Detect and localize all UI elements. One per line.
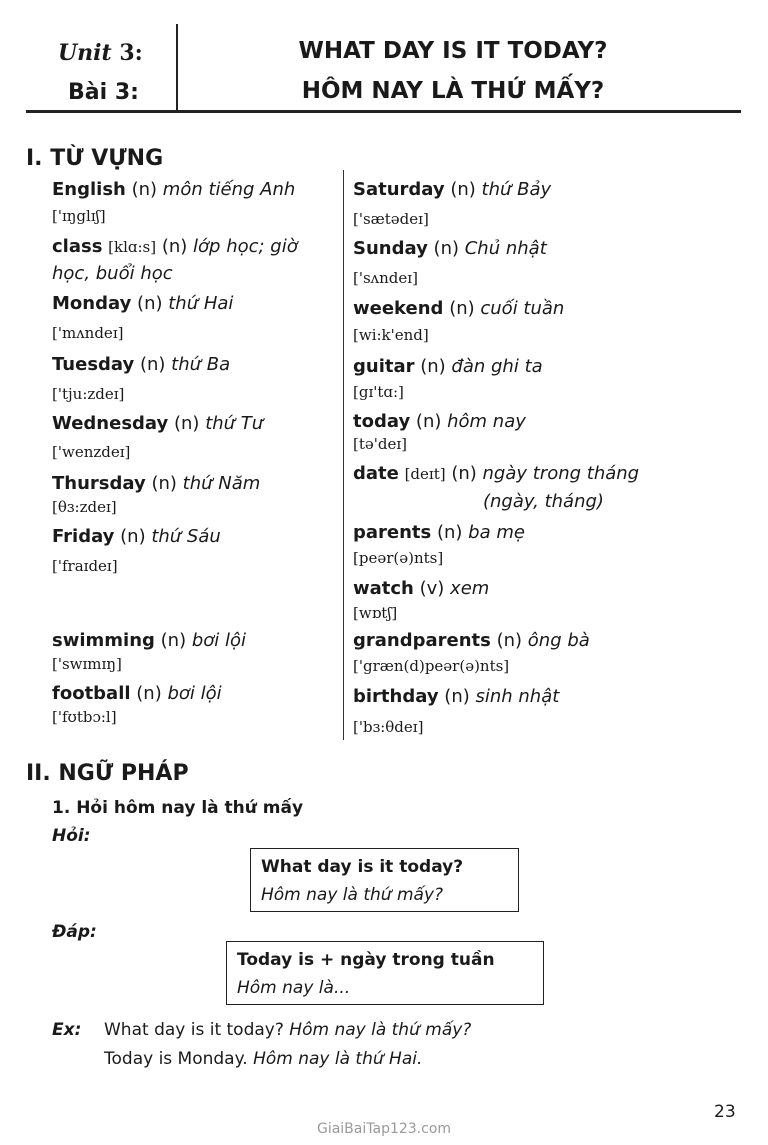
vocab-word: Tuesday [52, 354, 135, 375]
vocab-meaning: xem [450, 578, 490, 599]
column-divider [343, 170, 344, 740]
vocab-pos: (n) [415, 411, 442, 432]
vocab-ipa: ['wenzdeɪ] [52, 443, 131, 461]
question-box [250, 848, 519, 912]
vocab-pos: (n) [160, 630, 187, 651]
vocab-entry [353, 686, 559, 707]
vocab-meaning: học, buổi học [52, 263, 173, 284]
vocab-meaning: thứ Hai [168, 293, 234, 314]
vocab-meaning: bơi lội [167, 683, 222, 704]
vocab-ipa: ['mʌndeɪ] [52, 324, 124, 342]
vocab-ipa: [tə'deɪ] [353, 435, 408, 453]
vocab-pos: (n) [161, 236, 188, 257]
grammar-subheading: 1. Hỏi hôm nay là thứ mấy [52, 798, 304, 818]
unit-label [58, 40, 143, 66]
vocab-ipa: [deɪt] [404, 465, 446, 483]
vocab-entry [52, 354, 230, 375]
vocab-word: English [52, 179, 126, 200]
vocab-entry [353, 411, 526, 432]
vocab-meaning: thứ Bảy [481, 179, 552, 200]
example-label: Ex: [52, 1020, 82, 1040]
vocab-meaning: ông bà [527, 630, 590, 651]
vocab-meaning: môn tiếng Anh [162, 179, 296, 200]
vocab-pos: (n) [137, 293, 163, 314]
vocab-meaning: thứ Sáu [151, 526, 221, 547]
vocab-meaning: ba mẹ [468, 522, 525, 543]
page-number: 23 [714, 1102, 736, 1122]
vocab-pos: (n) [131, 179, 158, 200]
title-vietnamese: HÔM NAY LÀ THỨ MẤY? [301, 78, 605, 104]
vocab-word: Sunday [353, 238, 428, 259]
vocab-ipa: ['swɪmɪŋ] [52, 655, 122, 673]
vocab-pos: (n) [433, 238, 459, 259]
header-rule [26, 110, 741, 113]
vocab-meaning: đàn ghi ta [451, 356, 543, 377]
vocab-entry [52, 630, 246, 651]
vocab-ipa: [wi:k'end] [353, 326, 429, 344]
vocab-word: birthday [353, 686, 439, 707]
vocab-entry [52, 413, 263, 434]
vocab-meaning: (ngày, tháng) [483, 491, 604, 512]
answer-vietnamese: Hôm nay là... [237, 978, 351, 998]
vocab-pos: (n) [151, 473, 177, 494]
lesson-label: Bài 3: [68, 80, 139, 105]
unit-word: Unit [58, 40, 112, 66]
vocab-pos: (n) [496, 630, 523, 651]
vocab-entry [353, 238, 547, 259]
answer-formula: Today is + ngày trong tuần [237, 950, 495, 970]
vocab-entry [52, 683, 222, 704]
vocab-meaning: cuối tuần [480, 298, 565, 319]
vocab-word: Wednesday [52, 413, 169, 434]
vocab-word: weekend [353, 298, 444, 319]
vocab-pos: (n) [120, 526, 146, 547]
vocab-ipa: [wɒtʃ] [353, 604, 398, 622]
vocab-pos: (n) [420, 356, 446, 377]
example-line-2 [104, 1049, 422, 1069]
vocab-meaning-cont [52, 263, 173, 284]
vocab-entry [353, 356, 543, 377]
vocab-word: class [52, 236, 103, 257]
vocab-meaning: lớp học; giờ [193, 236, 298, 257]
question-vietnamese: Hôm nay là thứ mấy? [261, 885, 444, 905]
vocab-word: watch [353, 578, 414, 599]
vocab-word: Monday [52, 293, 132, 314]
example-vietnamese: Hôm nay là thứ mấy? [289, 1020, 472, 1040]
vocab-ipa: ['fraɪdeɪ] [52, 557, 118, 575]
example-line-1 [104, 1020, 471, 1040]
question-english: What day is it today? [261, 857, 464, 877]
vocab-word: guitar [353, 356, 415, 377]
vocab-meaning-cont [483, 491, 604, 512]
vocab-ipa: ['sætədeɪ] [353, 210, 429, 228]
example-english: Today is Monday. [104, 1049, 248, 1069]
vocab-ipa: [klɑ:s] [108, 238, 157, 256]
vocab-entry [52, 526, 221, 547]
vocab-ipa: [gɪ'tɑ:] [353, 383, 404, 401]
vocab-ipa: ['bɜ:θdeɪ] [353, 718, 424, 736]
title-english: WHAT DAY IS IT TODAY? [298, 38, 608, 64]
vocab-pos: (n) [174, 413, 200, 434]
vocab-pos: (n) [450, 179, 476, 200]
vocab-pos: (n) [451, 463, 477, 484]
vocab-pos: (n) [444, 686, 470, 707]
vocab-meaning: thứ Năm [182, 473, 261, 494]
vocab-word: Friday [52, 526, 115, 547]
vocab-meaning: ngày trong tháng [482, 463, 640, 484]
vocab-ipa: ['fʊtbɔ:l] [52, 708, 117, 726]
vocab-meaning: hôm nay [447, 411, 526, 432]
vocab-entry [353, 298, 564, 319]
vocab-meaning: thứ Tư [205, 413, 264, 434]
vocab-heading: I. TỪ VỰNG [26, 146, 164, 171]
vocab-meaning: thứ Ba [171, 354, 231, 375]
vocab-entry [52, 179, 295, 200]
vocab-entry [353, 463, 639, 484]
ask-label: Hỏi: [52, 826, 91, 846]
vocab-ipa: [peər(ə)nts] [353, 549, 444, 567]
grammar-heading: II. NGỮ PHÁP [26, 761, 189, 786]
vocab-meaning: bơi lội [191, 630, 247, 651]
vocab-word: grandparents [353, 630, 491, 651]
watermark: GiaiBaiTap123.com [316, 1121, 452, 1137]
vocab-pos: (v) [419, 578, 445, 599]
vocab-entry [353, 522, 525, 543]
vocab-entry [52, 473, 260, 494]
vocab-word: football [52, 683, 131, 704]
example-english: What day is it today? [104, 1020, 284, 1040]
answer-box [226, 941, 544, 1005]
vocab-pos: (n) [436, 522, 463, 543]
vocab-word: date [353, 463, 399, 484]
vocab-entry [52, 293, 233, 314]
vocab-ipa: ['sʌndeɪ] [353, 269, 418, 287]
vocab-meaning: Chủ nhật [464, 238, 547, 259]
vocab-entry [353, 630, 590, 651]
vocab-word: parents [353, 522, 432, 543]
vocab-ipa: ['græn(d)peər(ə)nts] [353, 657, 510, 675]
example-vietnamese: Hôm nay là thứ Hai. [253, 1049, 423, 1069]
answer-label: Đáp: [52, 922, 97, 942]
vocab-word: Saturday [353, 179, 445, 200]
vocab-word: today [353, 411, 411, 432]
vocab-pos: (n) [449, 298, 475, 319]
vocab-pos: (n) [139, 354, 166, 375]
vocab-meaning: sinh nhật [475, 686, 560, 707]
vocab-pos: (n) [136, 683, 162, 704]
vocab-ipa: [θɜ:zdeɪ] [52, 498, 117, 516]
vocab-word: Thursday [52, 473, 146, 494]
vocab-word: swimming [52, 630, 155, 651]
vocab-entry [353, 578, 489, 599]
vocab-entry [52, 236, 298, 257]
unit-number: 3: [119, 40, 143, 66]
vocab-entry [353, 179, 551, 200]
vocab-ipa: ['ɪŋglɪʃ] [52, 207, 106, 225]
vocab-ipa: ['tju:zdeɪ] [52, 385, 125, 403]
